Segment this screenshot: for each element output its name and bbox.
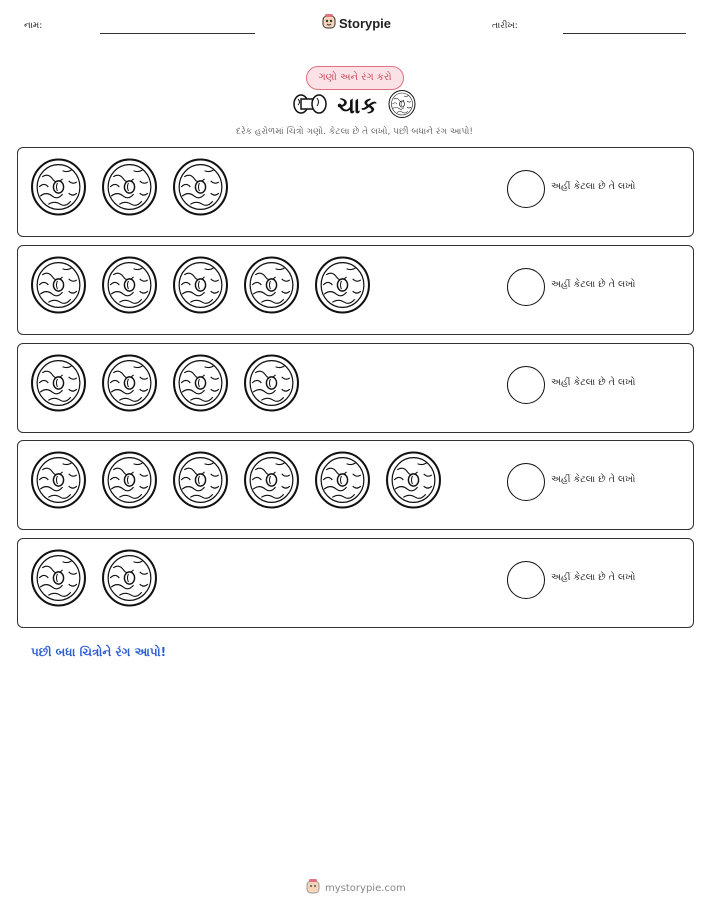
answer-label: અહીં કેટલા છે તે લખો bbox=[551, 377, 636, 388]
date-line[interactable] bbox=[563, 33, 686, 34]
chalk-roll-icon bbox=[30, 158, 87, 216]
chalk-roll-icon bbox=[243, 354, 300, 412]
answer-circle[interactable] bbox=[507, 170, 545, 208]
chalk-roll-icon bbox=[314, 451, 371, 509]
chalk-roll-icon bbox=[172, 451, 229, 509]
title-row bbox=[0, 91, 709, 121]
chalk-roll-icon bbox=[30, 354, 87, 412]
chalk-roll-icon bbox=[172, 158, 229, 216]
footer-note: પછી બધા ચિત્રોને રંગ આપો! bbox=[31, 645, 167, 659]
chalk-group bbox=[30, 354, 300, 412]
site-footer bbox=[306, 879, 406, 898]
activity-badge: ગણો અને રંગ કરો bbox=[306, 66, 404, 90]
answer-circle[interactable] bbox=[507, 561, 545, 599]
brand bbox=[322, 14, 391, 33]
chalk-roll-icon bbox=[388, 90, 416, 122]
answer-circle[interactable] bbox=[507, 463, 545, 501]
answer-label: અહીં કેટલા છે તે લખો bbox=[551, 181, 636, 192]
storypie-mascot-icon bbox=[306, 879, 320, 898]
chalk-roll-icon bbox=[101, 451, 158, 509]
brand-name: Storypie bbox=[339, 16, 392, 31]
chalk-roll-icon bbox=[101, 158, 158, 216]
name-line[interactable] bbox=[100, 33, 255, 34]
chalk-group bbox=[30, 451, 442, 509]
chalk-roll-icon bbox=[243, 451, 300, 509]
chalk-group bbox=[30, 158, 229, 216]
answer-label: અહીં કેટલા છે તે લખો bbox=[551, 572, 636, 583]
chalk-roll-icon bbox=[30, 256, 87, 314]
count-row bbox=[17, 245, 694, 335]
count-row bbox=[17, 440, 694, 530]
storypie-mascot-icon bbox=[322, 14, 336, 33]
answer-label: અહીં કેટલા છે તે લખો bbox=[551, 474, 636, 485]
chalk-roll-icon bbox=[172, 354, 229, 412]
chalk-roll-icon bbox=[101, 256, 158, 314]
name-label: નામ: bbox=[24, 21, 43, 31]
answer-label: અહીં કેટલા છે તે લખો bbox=[551, 279, 636, 290]
chalk-roll-icon bbox=[385, 451, 442, 509]
chalk-roll-icon bbox=[30, 451, 87, 509]
count-row bbox=[17, 343, 694, 433]
answer-circle[interactable] bbox=[507, 366, 545, 404]
chalk-roll-icon bbox=[101, 549, 158, 607]
chalk-roll-icon bbox=[314, 256, 371, 314]
count-row bbox=[17, 147, 694, 237]
chalk-roll-icon bbox=[30, 549, 87, 607]
instruction-text: દરેક હરોળમાં ચિત્રો ગણો. કેટલા છે તે લખો, પછી બધાને રંગ આપો! bbox=[235, 127, 474, 137]
chalk-roll-icon bbox=[172, 256, 229, 314]
date-label: તારીખ: bbox=[492, 21, 518, 31]
chalk-stick-icon bbox=[293, 93, 327, 119]
answer-circle[interactable] bbox=[507, 268, 545, 306]
chalk-roll-icon bbox=[101, 354, 158, 412]
site-url: mystorypie.com bbox=[325, 883, 406, 894]
page-title: ચાક bbox=[337, 93, 378, 119]
chalk-roll-icon bbox=[243, 256, 300, 314]
chalk-group bbox=[30, 256, 371, 314]
chalk-group bbox=[30, 549, 158, 607]
count-row bbox=[17, 538, 694, 628]
